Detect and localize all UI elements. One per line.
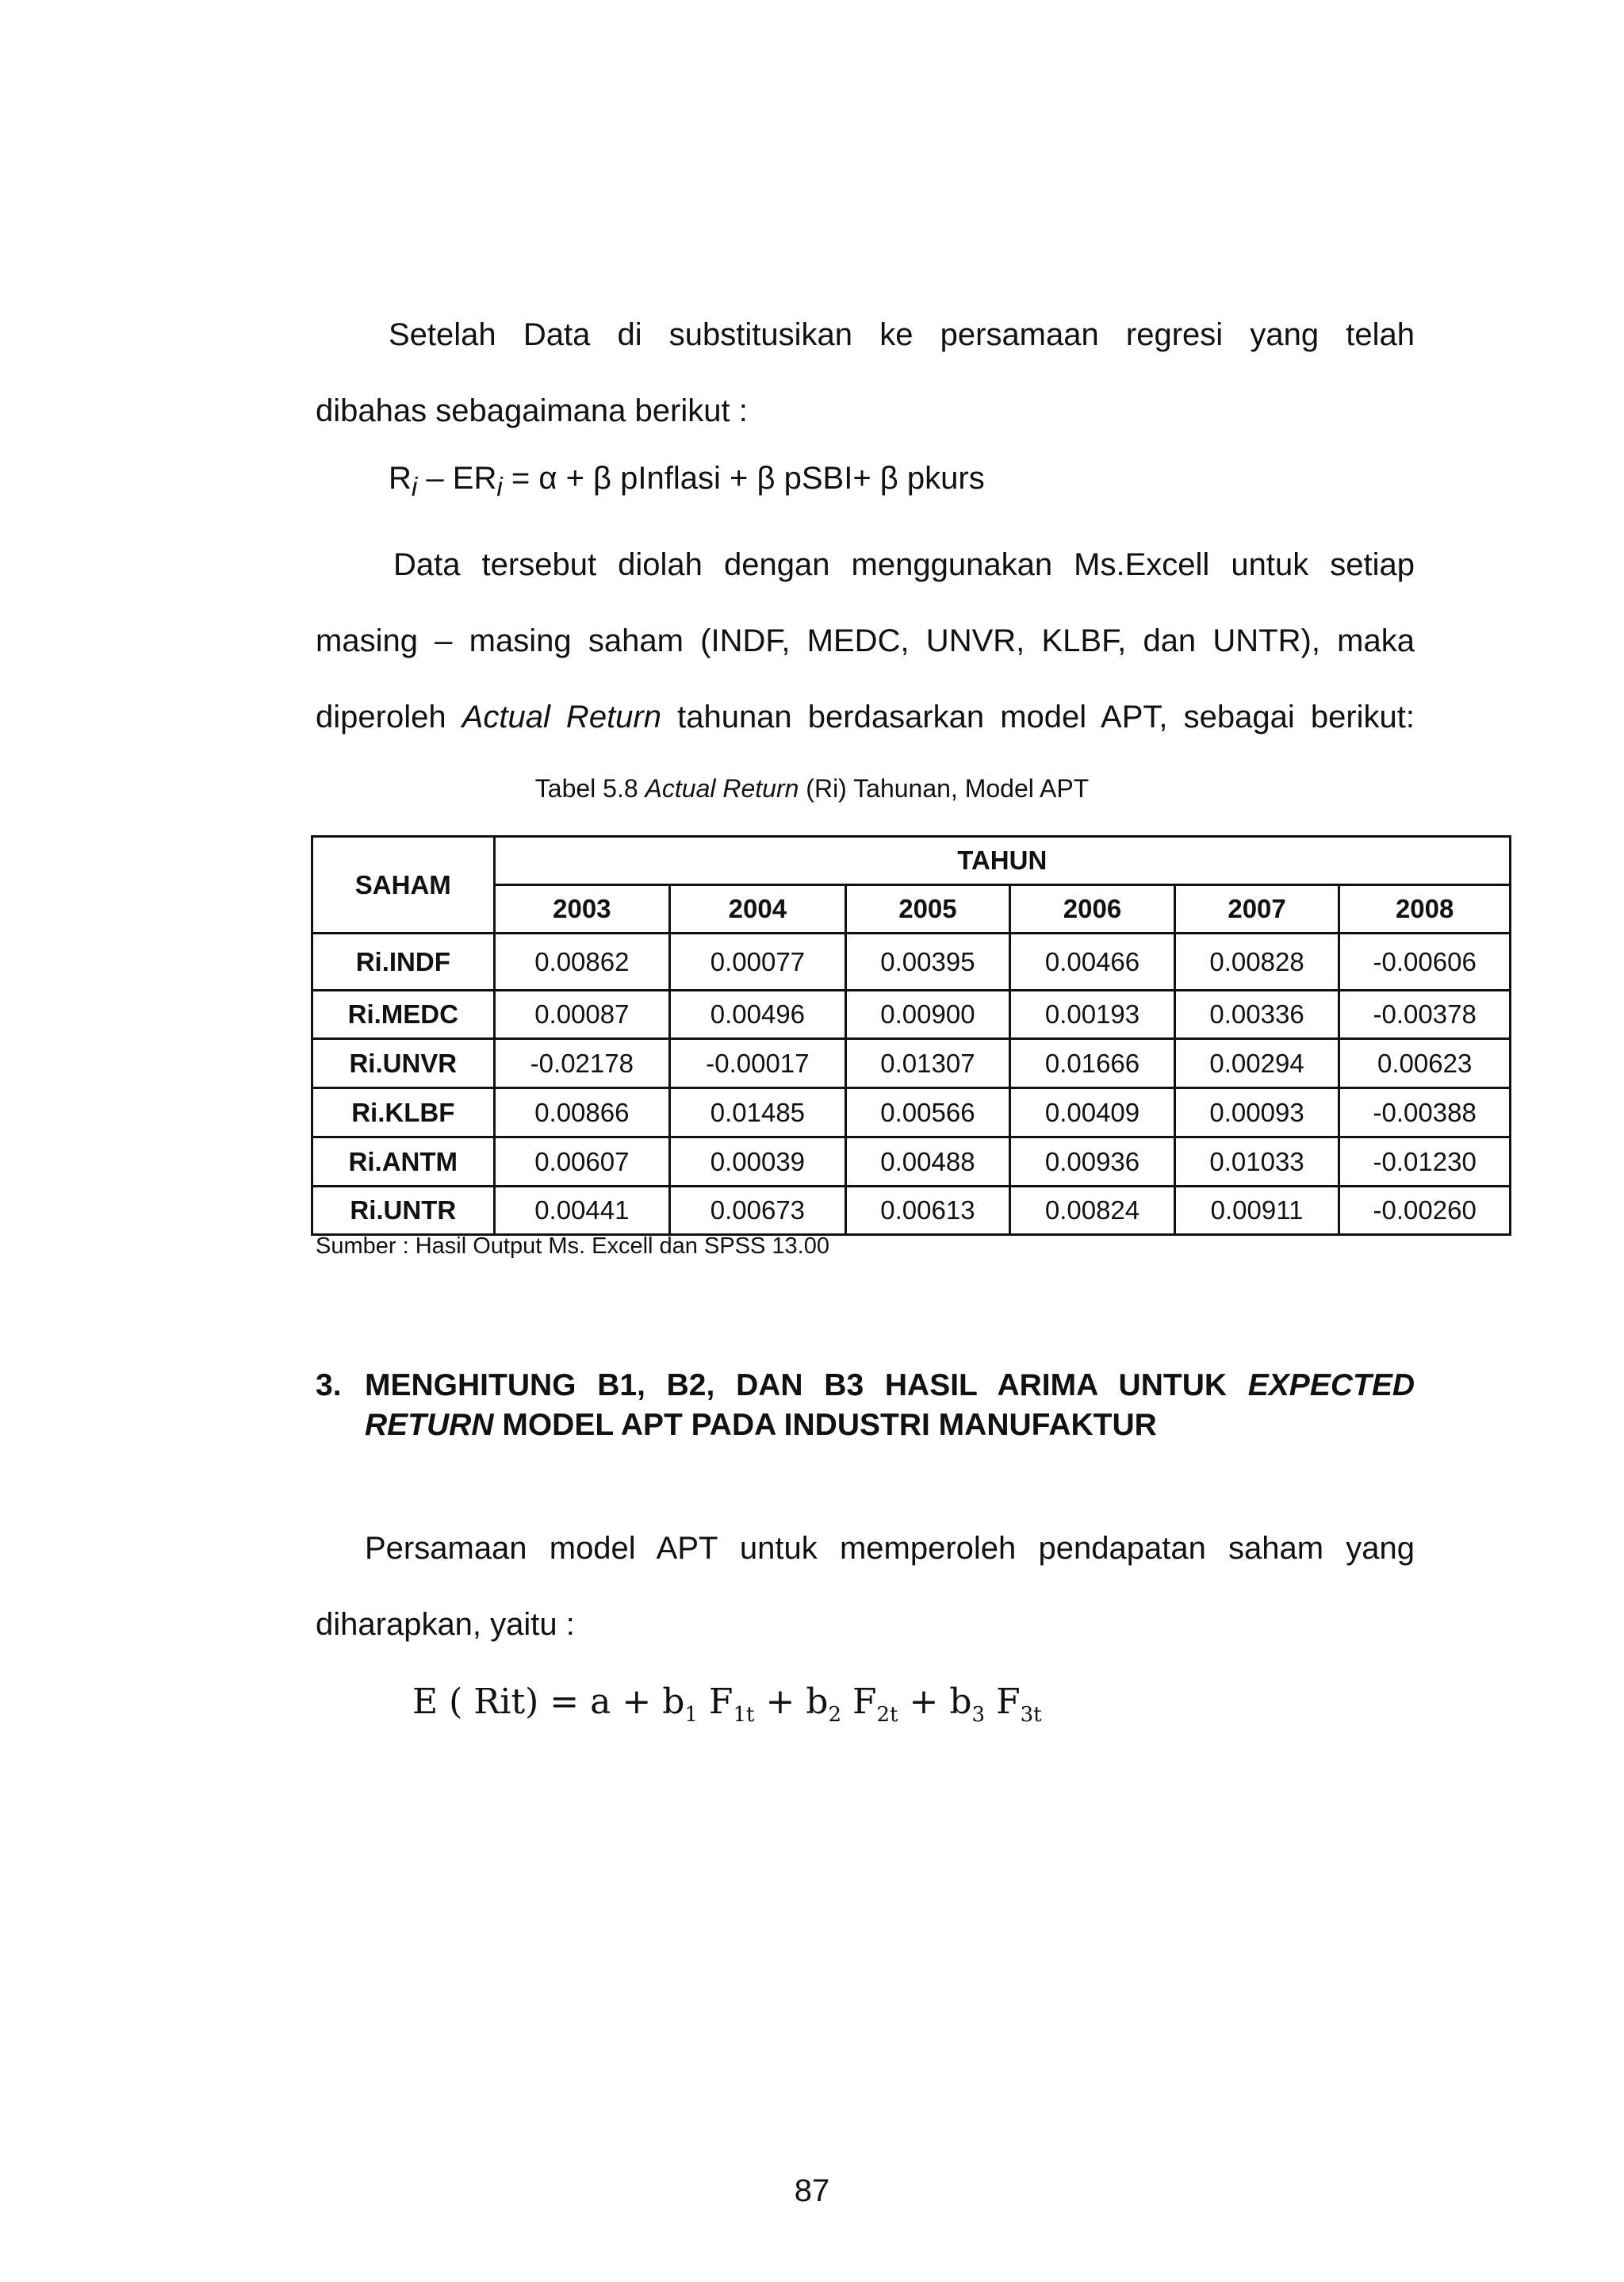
apt-paragraph xyxy=(316,1510,1415,1663)
year-header: 2007 xyxy=(1174,885,1339,934)
table-cell: -0.00260 xyxy=(1339,1187,1511,1235)
method-line-3-pre: diperoleh xyxy=(316,700,462,734)
apt-formula-b: + b xyxy=(754,1682,829,1722)
year-header: 2008 xyxy=(1339,885,1511,934)
table-row xyxy=(312,1039,1511,1088)
caption-pre: Tabel 5.8 xyxy=(534,774,645,803)
row-label: Ri.MEDC xyxy=(312,991,495,1039)
apt-formula-sub: 1 xyxy=(684,1702,698,1727)
apt-formula xyxy=(412,1682,1042,1727)
table-cell: 0.00828 xyxy=(1174,934,1339,991)
formula-r: R xyxy=(389,461,412,496)
table-row xyxy=(312,1187,1511,1235)
apt-formula-sub: 3t xyxy=(1020,1702,1042,1727)
section-title-l1-italic: EXPECTED xyxy=(1247,1368,1415,1402)
formula-rest: = α + β pInflasi + β pSBI+ β pkurs xyxy=(502,461,985,496)
table-cell: 0.00077 xyxy=(670,934,846,991)
table-header-row-1 xyxy=(312,837,1511,885)
table-cell: -0.00017 xyxy=(670,1039,846,1088)
formula-er: – ER xyxy=(417,461,497,496)
section-title-l2-italic: RETURN xyxy=(365,1408,494,1442)
year-header: 2006 xyxy=(1010,885,1175,934)
table-cell: 0.00193 xyxy=(1010,991,1175,1039)
table-cell: 0.00862 xyxy=(494,934,670,991)
table-cell: 0.00623 xyxy=(1339,1039,1511,1088)
apt-formula-f: F xyxy=(841,1682,877,1722)
table-cell: 0.00488 xyxy=(845,1137,1010,1187)
section-title xyxy=(365,1366,1415,1445)
table-cell: 0.00673 xyxy=(670,1187,846,1235)
section-title-line-1 xyxy=(365,1366,1415,1406)
row-label: Ri.UNVR xyxy=(312,1039,495,1088)
method-line-2: masing – masing saham (INDF, MEDC, UNVR, KLBF, dan UNTR), maka xyxy=(316,623,1415,658)
section-heading xyxy=(316,1366,1415,1445)
table-row xyxy=(312,991,1511,1039)
table-cell: 0.00441 xyxy=(494,1187,670,1235)
section-title-line-2 xyxy=(365,1406,1415,1445)
apt-formula-sub: 1t xyxy=(733,1702,755,1727)
apt-formula-f: F xyxy=(697,1682,733,1722)
apt-formula-f: F xyxy=(985,1682,1021,1722)
apt-formula-sub: 3 xyxy=(971,1702,986,1727)
intro-line-1: Setelah Data di substitusikan ke persamaan regresi yang telah xyxy=(389,317,1415,352)
actual-return-table xyxy=(311,835,1511,1236)
table-cell: 0.00866 xyxy=(494,1088,670,1137)
table-cell: 0.00395 xyxy=(845,934,1010,991)
table-cell: 0.00336 xyxy=(1174,991,1339,1039)
table-cell: 0.00824 xyxy=(1010,1187,1175,1235)
table-cell: 0.00409 xyxy=(1010,1088,1175,1137)
table-cell: 0.00087 xyxy=(494,991,670,1039)
row-label: Ri.KLBF xyxy=(312,1088,495,1137)
table-cell: 0.01307 xyxy=(845,1039,1010,1088)
row-label: Ri.UNTR xyxy=(312,1187,495,1235)
table-cell: 0.00613 xyxy=(845,1187,1010,1235)
table-cell: 0.01033 xyxy=(1174,1137,1339,1187)
year-header: 2004 xyxy=(670,885,846,934)
caption-italic: Actual Return xyxy=(645,774,799,803)
saham-header: SAHAM xyxy=(312,837,495,934)
table-row xyxy=(312,1137,1511,1187)
formula-sub-i: i xyxy=(411,473,418,502)
section-number: 3. xyxy=(316,1368,342,1402)
caption-post: (Ri) Tahunan, Model APT xyxy=(799,774,1090,803)
tahun-header: TAHUN xyxy=(494,837,1510,885)
apt-formula-b: + b xyxy=(898,1682,972,1722)
apt-line-2: diharapkan, yaitu : xyxy=(316,1607,575,1642)
table-cell: 0.01666 xyxy=(1010,1039,1175,1088)
table-cell: 0.00936 xyxy=(1010,1137,1175,1187)
regression-formula xyxy=(389,459,985,507)
table-row xyxy=(312,934,1511,991)
table-cell: 0.00900 xyxy=(845,991,1010,1039)
method-line-1: Data tersebut diolah dengan menggunakan Ms.Excell untuk setiap xyxy=(393,547,1415,582)
table-cell: -0.00388 xyxy=(1339,1088,1511,1137)
year-header: 2003 xyxy=(494,885,670,934)
apt-line-1: Persamaan model APT untuk memperoleh pendapatan saham yang xyxy=(365,1531,1415,1566)
page-number: 87 xyxy=(794,2173,830,2208)
section-title-l1-pre: MENGHITUNG B1, B2, DAN B3 HASIL ARIMA UNTUK xyxy=(365,1368,1248,1402)
method-line-3-post: tahunan berdasarkan model APT, sebagai berikut: xyxy=(661,700,1415,734)
table-cell: -0.00378 xyxy=(1339,991,1511,1039)
table-row xyxy=(312,1088,1511,1137)
table-cell: -0.00606 xyxy=(1339,934,1511,991)
method-line-3-italic: Actual Return xyxy=(462,700,661,734)
table-cell: -0.01230 xyxy=(1339,1137,1511,1187)
table-cell: 0.00566 xyxy=(845,1088,1010,1137)
method-paragraph xyxy=(316,527,1415,755)
table-cell: -0.02178 xyxy=(494,1039,670,1088)
method-line-3 xyxy=(316,679,1415,755)
row-label: Ri.INDF xyxy=(312,934,495,991)
row-label: Ri.ANTM xyxy=(312,1137,495,1187)
table-cell: 0.00607 xyxy=(494,1137,670,1187)
table-cell: 0.00496 xyxy=(670,991,846,1039)
table-cell: 0.00294 xyxy=(1174,1039,1339,1088)
section-title-l2-post: MODEL APT PADA INDUSTRI MANUFAKTUR xyxy=(493,1408,1157,1442)
year-header: 2005 xyxy=(845,885,1010,934)
intro-line-2: dibahas sebagaimana berikut : xyxy=(316,393,748,428)
formula-sub-i-2: i xyxy=(496,473,503,502)
table-cell: 0.00911 xyxy=(1174,1187,1339,1235)
table-cell: 0.01485 xyxy=(670,1088,846,1137)
apt-formula-sub: 2 xyxy=(828,1702,842,1727)
table-caption xyxy=(0,773,1624,804)
table-cell: 0.00093 xyxy=(1174,1088,1339,1137)
table-cell: 0.00039 xyxy=(670,1137,846,1187)
intro-paragraph xyxy=(316,297,1415,449)
table-cell: 0.00466 xyxy=(1010,934,1175,991)
apt-formula-lhs: E ( Rit) = a + b xyxy=(412,1682,685,1722)
table-source: Sumber : Hasil Output Ms. Excell dan SPSS 13.00 xyxy=(316,1233,829,1259)
apt-formula-sub: 2t xyxy=(876,1702,898,1727)
